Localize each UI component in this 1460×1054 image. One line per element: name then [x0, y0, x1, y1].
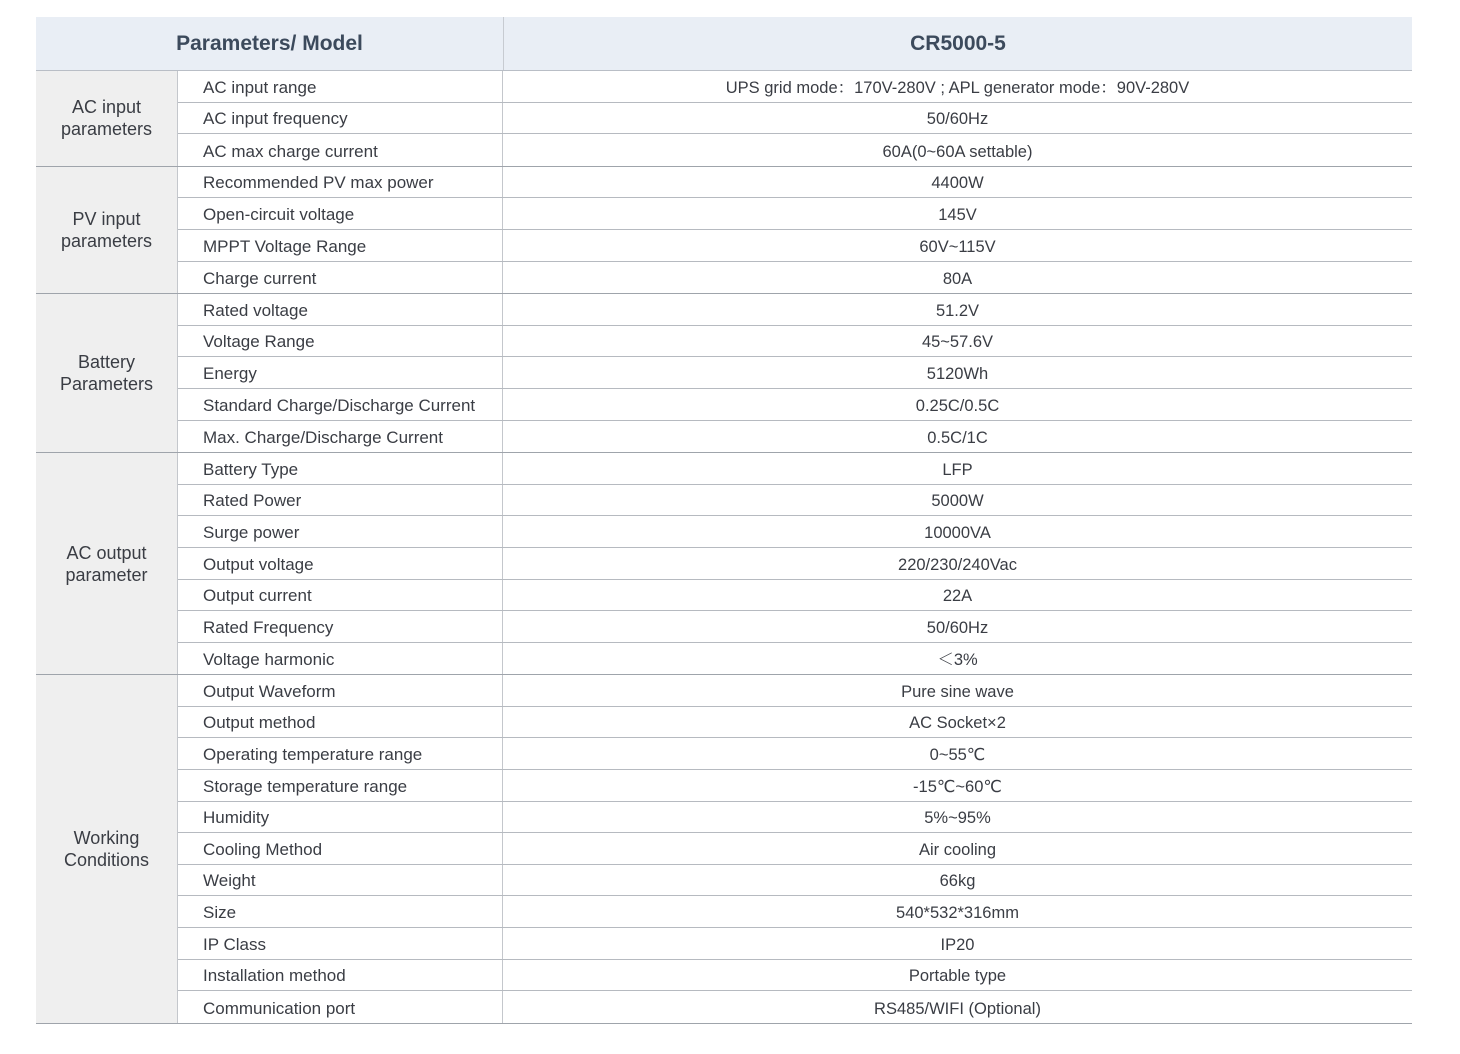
param-value: 66kg: [939, 872, 976, 891]
param-value: 22A: [942, 587, 973, 606]
param-name: Output voltage: [178, 548, 503, 579]
header-model-name: CR5000-5: [910, 31, 1006, 55]
table-header: [36, 17, 1412, 71]
param-name: IP Class: [178, 928, 503, 959]
param-name: Weight: [178, 865, 503, 896]
param-value: 540*532*316mm: [896, 904, 1019, 923]
table-row: [178, 389, 1412, 421]
table-row: [178, 802, 1412, 834]
table-row: [178, 643, 1412, 675]
header-parameters-model: Parameters/ Model: [36, 17, 504, 70]
param-name: MPPT Voltage Range: [178, 230, 503, 261]
param-value: 60V~115V: [919, 237, 996, 256]
param-name: Storage temperature range: [178, 770, 503, 801]
param-value: 60A(0~60A settable): [882, 142, 1033, 161]
param-value: 5000W: [931, 492, 984, 511]
param-value: 51.2V: [935, 301, 980, 320]
param-value: Air cooling: [918, 840, 997, 859]
param-value: 0.25C/0.5C: [915, 396, 1000, 415]
table-row: [178, 865, 1412, 897]
table-row: [178, 770, 1412, 802]
param-name: Recommended PV max power: [178, 167, 503, 198]
param-name: AC max charge current: [178, 134, 503, 166]
param-name: Open-circuit voltage: [178, 198, 503, 229]
group-rows: [178, 167, 1412, 293]
param-value: 50/60Hz: [926, 618, 989, 637]
param-value: ＜3%: [937, 651, 978, 670]
group-rows: [178, 71, 1412, 166]
param-value: Portable type: [908, 967, 1007, 986]
param-value: 45~57.6V: [921, 333, 994, 352]
param-value: 0.5C/1C: [927, 429, 988, 448]
param-name: Size: [178, 896, 503, 927]
param-group: [36, 71, 1412, 167]
table-row: [178, 548, 1412, 580]
param-name: Rated Frequency: [178, 611, 503, 642]
group-label: AC output parameter: [36, 453, 178, 674]
param-name: Voltage harmonic: [178, 643, 503, 675]
table-row: [178, 833, 1412, 865]
table-row: [178, 675, 1412, 707]
group-rows: [178, 453, 1412, 674]
param-name: Output current: [178, 580, 503, 611]
param-value: IP20: [940, 935, 975, 954]
param-name: Surge power: [178, 516, 503, 547]
table-row: [178, 453, 1412, 485]
table-row: [178, 928, 1412, 960]
param-value: 4400W: [931, 174, 984, 193]
param-value: 5120Wh: [926, 364, 989, 383]
table-row: [178, 896, 1412, 928]
table-row: [178, 485, 1412, 517]
group-label: Battery Parameters: [36, 294, 178, 452]
param-group: [36, 167, 1412, 294]
table-row: [178, 71, 1412, 103]
param-name: Installation method: [178, 960, 503, 991]
table-row: [178, 707, 1412, 739]
group-label: Working Conditions: [36, 675, 178, 1023]
table-row: [178, 611, 1412, 643]
table-row: [178, 960, 1412, 992]
spec-table: [36, 17, 1412, 1024]
table-row: [178, 991, 1412, 1023]
param-name: Max. Charge/Discharge Current: [178, 421, 503, 453]
table-row: [178, 230, 1412, 262]
param-name: Rated Power: [178, 485, 503, 516]
param-name: Voltage Range: [178, 326, 503, 357]
param-value: 0~55℃: [929, 746, 986, 765]
param-value: UPS grid mode：170V-280V ; APL generator mode：90V-280V: [725, 78, 1190, 97]
table-row: [178, 326, 1412, 358]
param-value: Pure sine wave: [901, 682, 1014, 701]
table-row: [178, 262, 1412, 294]
group-label: AC input parameters: [36, 71, 178, 166]
param-name: Output method: [178, 707, 503, 738]
param-value: -15℃~60℃: [913, 777, 1002, 796]
param-value: AC Socket×2: [909, 714, 1006, 733]
table-row: [178, 421, 1412, 453]
param-value: 50/60Hz: [926, 110, 989, 129]
param-value: 5%~95%: [924, 809, 991, 828]
param-name: Standard Charge/Discharge Current: [178, 389, 503, 420]
param-name: Battery Type: [178, 453, 503, 484]
table-row: [178, 738, 1412, 770]
table-row: [178, 103, 1412, 135]
param-value: RS485/WIFI (Optional): [874, 999, 1041, 1018]
group-label: PV input parameters: [36, 167, 178, 293]
table-row: [178, 516, 1412, 548]
param-group: [36, 453, 1412, 675]
param-name: Energy: [178, 357, 503, 388]
param-value: 10000VA: [924, 523, 991, 542]
param-name: Rated voltage: [178, 294, 503, 325]
group-rows: [178, 675, 1412, 1023]
param-name: AC input range: [178, 71, 503, 102]
table-body: [36, 71, 1412, 1024]
table-row: [178, 357, 1412, 389]
param-name: Output Waveform: [178, 675, 503, 706]
param-name: Cooling Method: [178, 833, 503, 864]
param-value: 80A: [942, 270, 973, 289]
table-row: [178, 198, 1412, 230]
table-row: [178, 134, 1412, 166]
table-row: [178, 294, 1412, 326]
table-row: [178, 580, 1412, 612]
param-value: LFP: [942, 460, 973, 479]
group-rows: [178, 294, 1412, 452]
table-row: [178, 167, 1412, 199]
param-group: [36, 294, 1412, 453]
param-name: AC input frequency: [178, 103, 503, 134]
param-name: Communication port: [178, 991, 503, 1023]
param-group: [36, 675, 1412, 1024]
param-value: 220/230/240Vac: [898, 555, 1017, 574]
param-value: 145V: [938, 205, 977, 224]
param-name: Operating temperature range: [178, 738, 503, 769]
param-name: Humidity: [178, 802, 503, 833]
param-name: Charge current: [178, 262, 503, 294]
